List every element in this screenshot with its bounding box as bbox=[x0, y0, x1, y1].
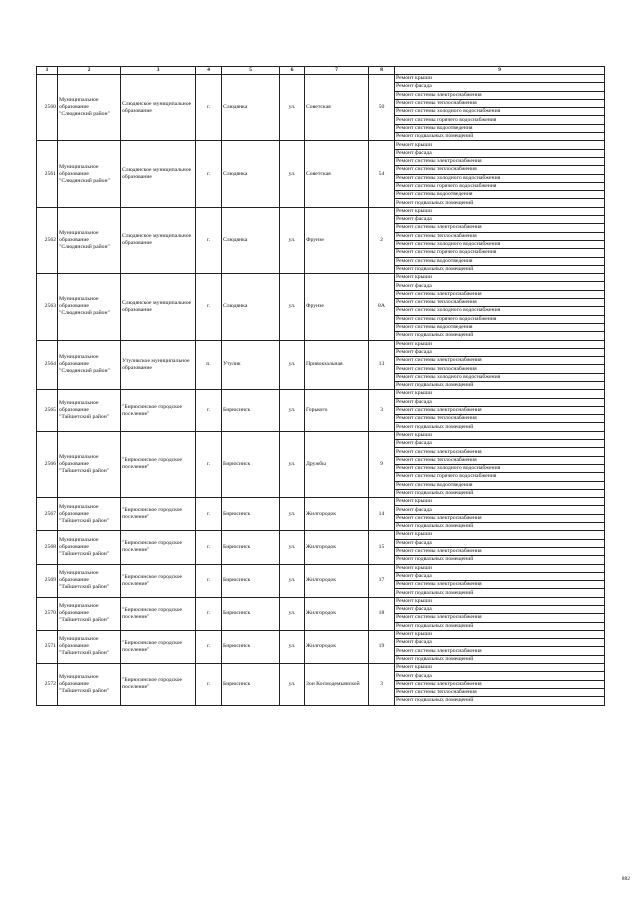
repair-work-item: Ремонт подвальных помещений bbox=[395, 589, 605, 597]
locality-cell: Бирюсинск bbox=[222, 630, 280, 663]
repair-work-item: Ремонт подвальных помещений bbox=[395, 332, 605, 340]
repair-work-item: Ремонт подвальных помещений bbox=[395, 265, 605, 273]
record-number: 2568 bbox=[37, 531, 58, 564]
record-number: 2564 bbox=[37, 340, 58, 390]
repair-work-item: Ремонт крыши bbox=[395, 431, 605, 439]
repair-work-item: Ремонт фасада bbox=[395, 149, 605, 157]
street-cell: Фрунзе bbox=[305, 274, 369, 340]
repair-work-item: Ремонт системы электроснабжения bbox=[395, 448, 605, 456]
municipality-cell: Муниципальное образование "Слюдянский район" bbox=[58, 207, 121, 273]
record-number: 2560 bbox=[37, 75, 58, 141]
table-row bbox=[37, 597, 605, 605]
repair-work-item: Ремонт системы электроснабжения bbox=[395, 547, 605, 555]
repair-work-item: Ремонт системы электроснабжения bbox=[395, 157, 605, 165]
locality-cell: Бирюсинск bbox=[222, 390, 280, 431]
street-cell: Жилгородок bbox=[305, 531, 369, 564]
table-row bbox=[37, 390, 605, 398]
repair-work-item: Ремонт системы горячего водоснабжения bbox=[395, 116, 605, 124]
repair-work-item: Ремонт крыши bbox=[395, 531, 605, 539]
repair-work-item: Ремонт системы теплоснабжения bbox=[395, 166, 605, 174]
settlement-cell: "Бирюсинское городское поселение" bbox=[121, 390, 196, 431]
house-number-cell: 19 bbox=[369, 630, 395, 663]
street-type-cell: ул. bbox=[280, 630, 305, 663]
record-number: 2572 bbox=[37, 664, 58, 705]
locality-cell: Слюдянка bbox=[222, 75, 280, 141]
table-row bbox=[37, 664, 605, 672]
repair-work-item: Ремонт системы электроснабжения bbox=[395, 224, 605, 232]
table-row bbox=[37, 274, 605, 282]
record-number: 2561 bbox=[37, 141, 58, 207]
locality-type-cell: г. bbox=[196, 531, 222, 564]
settlement-cell: Слюдянское муниципальное образование bbox=[121, 274, 196, 340]
table-row bbox=[37, 340, 605, 348]
repair-work-item: Ремонт фасада bbox=[395, 672, 605, 680]
header-row bbox=[37, 67, 605, 75]
table-row bbox=[37, 207, 605, 215]
street-type-cell: ул. bbox=[280, 340, 305, 390]
house-number-cell: 18 bbox=[369, 597, 395, 630]
settlement-cell: Слюдянское муниципальное образование bbox=[121, 75, 196, 141]
locality-cell: Бирюсинск bbox=[222, 564, 280, 597]
record-number: 2565 bbox=[37, 390, 58, 431]
settlement-cell: "Бирюсинское городское поселение" bbox=[121, 630, 196, 663]
repair-work-item: Ремонт системы электроснабжения bbox=[395, 406, 605, 414]
repair-work-item: Ремонт системы электроснабжения bbox=[395, 357, 605, 365]
repair-work-item: Ремонт системы теплоснабжения bbox=[395, 456, 605, 464]
header-col-6: 6 bbox=[280, 67, 305, 75]
repair-work-item: Ремонт системы холодного водоснабжения bbox=[395, 240, 605, 248]
table-row bbox=[37, 564, 605, 572]
repair-work-item: Ремонт системы теплоснабжения bbox=[395, 688, 605, 696]
table-row bbox=[37, 498, 605, 506]
repair-work-item: Ремонт системы холодного водоснабжения bbox=[395, 174, 605, 182]
street-cell: Зои Космодемьянской bbox=[305, 664, 369, 705]
house-number-cell: 15 bbox=[369, 531, 395, 564]
repair-work-item: Ремонт фасада bbox=[395, 572, 605, 580]
street-type-cell: ул. bbox=[280, 431, 305, 497]
municipality-cell: Муниципальное образование "Слюдянский район" bbox=[58, 274, 121, 340]
repair-work-item: Ремонт системы холодного водоснабжения bbox=[395, 307, 605, 315]
repair-work-item: Ремонт крыши bbox=[395, 141, 605, 149]
record-number: 2569 bbox=[37, 564, 58, 597]
house-number-cell: 13 bbox=[369, 340, 395, 390]
repair-work-item: Ремонт системы теплоснабжения bbox=[395, 365, 605, 373]
street-cell: Жилгородок bbox=[305, 498, 369, 531]
repair-work-item: Ремонт системы теплоснабжения bbox=[395, 299, 605, 307]
repair-work-item: Ремонт подвальных помещений bbox=[395, 622, 605, 630]
repair-work-item: Ремонт крыши bbox=[395, 390, 605, 398]
street-cell: Фрунзе bbox=[305, 207, 369, 273]
street-cell: Дружбы bbox=[305, 431, 369, 497]
locality-cell: Слюдянка bbox=[222, 274, 280, 340]
locality-type-cell: г. bbox=[196, 207, 222, 273]
repair-work-item: Ремонт системы теплоснабжения bbox=[395, 232, 605, 240]
house-number-cell: 54 bbox=[369, 141, 395, 207]
house-number-cell: 8А bbox=[369, 274, 395, 340]
repair-work-item: Ремонт системы холодного водоснабжения bbox=[395, 464, 605, 472]
street-cell: Жилгородок bbox=[305, 597, 369, 630]
repair-work-item: Ремонт крыши bbox=[395, 75, 605, 83]
repair-work-item: Ремонт крыши bbox=[395, 630, 605, 638]
repair-work-item: Ремонт системы электроснабжения bbox=[395, 680, 605, 688]
settlement-cell: Утуликское муниципальное образование bbox=[121, 340, 196, 390]
municipality-cell: Муниципальное образование "Тайшетский район" bbox=[58, 531, 121, 564]
locality-cell: Утулик bbox=[222, 340, 280, 390]
repair-work-item: Ремонт системы водоотведения bbox=[395, 481, 605, 489]
municipality-cell: Муниципальное образование "Тайшетский район" bbox=[58, 498, 121, 531]
repair-work-item: Ремонт крыши bbox=[395, 207, 605, 215]
repair-work-item: Ремонт крыши bbox=[395, 498, 605, 506]
record-number: 2570 bbox=[37, 597, 58, 630]
repair-work-item: Ремонт подвальных помещений bbox=[395, 381, 605, 389]
repair-work-item: Ремонт системы горячего водоснабжения bbox=[395, 182, 605, 190]
settlement-cell: "Бирюсинское городское поселение" bbox=[121, 498, 196, 531]
locality-cell: Слюдянка bbox=[222, 141, 280, 207]
table-header bbox=[37, 67, 605, 75]
locality-cell: Бирюсинск bbox=[222, 531, 280, 564]
repair-work-item: Ремонт системы электроснабжения bbox=[395, 290, 605, 298]
house-number-cell: 50 bbox=[369, 75, 395, 141]
repair-work-item: Ремонт системы электроснабжения bbox=[395, 647, 605, 655]
repair-work-item: Ремонт фасада bbox=[395, 348, 605, 356]
house-number-cell: 3 bbox=[369, 664, 395, 705]
locality-type-cell: г. bbox=[196, 564, 222, 597]
locality-type-cell: п. bbox=[196, 340, 222, 390]
table-row bbox=[37, 141, 605, 149]
repair-work-item: Ремонт системы водоотведения bbox=[395, 323, 605, 331]
street-type-cell: ул. bbox=[280, 390, 305, 431]
header-col-8: 8 bbox=[369, 67, 395, 75]
street-type-cell: ул. bbox=[280, 498, 305, 531]
repair-work-item: Ремонт системы электроснабжения bbox=[395, 514, 605, 522]
repair-work-item: Ремонт крыши bbox=[395, 340, 605, 348]
locality-type-cell: г. bbox=[196, 75, 222, 141]
street-cell: Советская bbox=[305, 75, 369, 141]
header-col-1: 1 bbox=[37, 67, 58, 75]
table-row bbox=[37, 75, 605, 83]
locality-type-cell: г. bbox=[196, 390, 222, 431]
repair-work-item: Ремонт системы теплоснабжения bbox=[395, 415, 605, 423]
street-cell: Горького bbox=[305, 390, 369, 431]
locality-type-cell: г. bbox=[196, 630, 222, 663]
record-number: 2566 bbox=[37, 431, 58, 497]
locality-cell: Бирюсинск bbox=[222, 498, 280, 531]
street-type-cell: ул. bbox=[280, 531, 305, 564]
locality-type-cell: г. bbox=[196, 141, 222, 207]
header-col-7: 7 bbox=[305, 67, 369, 75]
municipality-cell: Муниципальное образование "Тайшетский район" bbox=[58, 597, 121, 630]
house-number-cell: 2 bbox=[369, 207, 395, 273]
street-type-cell: ул. bbox=[280, 141, 305, 207]
header-col-5: 5 bbox=[222, 67, 280, 75]
repair-work-item: Ремонт фасада bbox=[395, 506, 605, 514]
repair-work-item: Ремонт системы электроснабжения bbox=[395, 614, 605, 622]
locality-cell: Бирюсинск bbox=[222, 664, 280, 705]
street-type-cell: ул. bbox=[280, 564, 305, 597]
municipality-cell: Муниципальное образование "Тайшетский район" bbox=[58, 630, 121, 663]
table-row bbox=[37, 630, 605, 638]
repair-work-item: Ремонт подвальных помещений bbox=[395, 133, 605, 141]
record-number: 2562 bbox=[37, 207, 58, 273]
locality-type-cell: г. bbox=[196, 597, 222, 630]
repair-work-item: Ремонт крыши bbox=[395, 564, 605, 572]
repair-work-item: Ремонт фасада bbox=[395, 606, 605, 614]
settlement-cell: Слюдянское муниципальное образование bbox=[121, 207, 196, 273]
repair-work-item: Ремонт фасада bbox=[395, 216, 605, 224]
locality-cell: Слюдянка bbox=[222, 207, 280, 273]
repair-work-item: Ремонт подвальных помещений bbox=[395, 199, 605, 207]
municipality-cell: Муниципальное образование "Тайшетский район" bbox=[58, 431, 121, 497]
street-cell: Привокзальная bbox=[305, 340, 369, 390]
repair-work-item: Ремонт системы горячего водоснабжения bbox=[395, 249, 605, 257]
repair-work-item: Ремонт системы горячего водоснабжения bbox=[395, 315, 605, 323]
repair-work-item: Ремонт системы водоотведения bbox=[395, 124, 605, 132]
locality-type-cell: г. bbox=[196, 664, 222, 705]
settlement-cell: "Бирюсинское городское поселение" bbox=[121, 431, 196, 497]
header-col-4: 4 bbox=[196, 67, 222, 75]
municipality-cell: Муниципальное образование "Слюдянский район" bbox=[58, 340, 121, 390]
house-number-cell: 17 bbox=[369, 564, 395, 597]
header-col-2: 2 bbox=[58, 67, 121, 75]
settlement-cell: Слюдянское муниципальное образование bbox=[121, 141, 196, 207]
house-number-cell: 3 bbox=[369, 390, 395, 431]
repair-work-item: Ремонт фасада bbox=[395, 282, 605, 290]
street-type-cell: ул. bbox=[280, 597, 305, 630]
repair-work-item: Ремонт подвальных помещений bbox=[395, 489, 605, 497]
locality-cell: Бирюсинск bbox=[222, 431, 280, 497]
municipality-cell: Муниципальное образование "Тайшетский район" bbox=[58, 390, 121, 431]
street-type-cell: ул. bbox=[280, 664, 305, 705]
repair-work-item: Ремонт системы электроснабжения bbox=[395, 581, 605, 589]
street-cell: Жилгородок bbox=[305, 630, 369, 663]
repair-work-item: Ремонт фасада bbox=[395, 83, 605, 91]
repair-work-item: Ремонт подвальных помещений bbox=[395, 423, 605, 431]
municipality-cell: Муниципальное образование "Слюдянский район" bbox=[58, 75, 121, 141]
repair-work-item: Ремонт фасада bbox=[395, 539, 605, 547]
settlement-cell: "Бирюсинское городское поселение" bbox=[121, 664, 196, 705]
repair-work-item: Ремонт подвальных помещений bbox=[395, 556, 605, 564]
repair-work-item: Ремонт системы горячего водоснабжения bbox=[395, 473, 605, 481]
street-cell: Жилгородок bbox=[305, 564, 369, 597]
header-col-3: 3 bbox=[121, 67, 196, 75]
table-body bbox=[37, 75, 605, 706]
repair-work-item: Ремонт фасада bbox=[395, 440, 605, 448]
house-number-cell: 14 bbox=[369, 498, 395, 531]
repair-work-item: Ремонт фасада bbox=[395, 398, 605, 406]
repair-work-item: Ремонт фасада bbox=[395, 639, 605, 647]
repair-work-item: Ремонт крыши bbox=[395, 664, 605, 672]
table-row bbox=[37, 531, 605, 539]
repair-work-item: Ремонт подвальных помещений bbox=[395, 697, 605, 705]
repair-work-item: Ремонт системы холодного водоснабжения bbox=[395, 108, 605, 116]
repair-work-item: Ремонт подвальных помещений bbox=[395, 523, 605, 531]
repair-schedule-table bbox=[36, 66, 605, 706]
municipality-cell: Муниципальное образование "Тайшетский район" bbox=[58, 564, 121, 597]
repair-work-item: Ремонт системы водоотведения bbox=[395, 191, 605, 199]
table-row bbox=[37, 431, 605, 439]
locality-cell: Бирюсинск bbox=[222, 597, 280, 630]
repair-work-item: Ремонт системы теплоснабжения bbox=[395, 99, 605, 107]
repair-work-item: Ремонт крыши bbox=[395, 597, 605, 605]
street-cell: Советская bbox=[305, 141, 369, 207]
record-number: 2563 bbox=[37, 274, 58, 340]
repair-work-item: Ремонт системы электроснабжения bbox=[395, 91, 605, 99]
locality-type-cell: г. bbox=[196, 274, 222, 340]
street-type-cell: ул. bbox=[280, 274, 305, 340]
settlement-cell: "Бирюсинское городское поселение" bbox=[121, 597, 196, 630]
header-col-9: 9 bbox=[395, 67, 605, 75]
repair-work-item: Ремонт системы водоотведения bbox=[395, 257, 605, 265]
settlement-cell: "Бирюсинское городское поселение" bbox=[121, 531, 196, 564]
record-number: 2571 bbox=[37, 630, 58, 663]
repair-work-item: Ремонт подвальных помещений bbox=[395, 655, 605, 663]
record-number: 2567 bbox=[37, 498, 58, 531]
municipality-cell: Муниципальное образование "Слюдянский район" bbox=[58, 141, 121, 207]
settlement-cell: "Бирюсинское городское поселение" bbox=[121, 564, 196, 597]
locality-type-cell: г. bbox=[196, 498, 222, 531]
repair-work-item: Ремонт системы холодного водоснабжения bbox=[395, 373, 605, 381]
house-number-cell: 9 bbox=[369, 431, 395, 497]
street-type-cell: ул. bbox=[280, 207, 305, 273]
locality-type-cell: г. bbox=[196, 431, 222, 497]
page-number: 882 bbox=[621, 876, 630, 882]
repair-work-item: Ремонт крыши bbox=[395, 274, 605, 282]
street-type-cell: ул. bbox=[280, 75, 305, 141]
municipality-cell: Муниципальное образование "Тайшетский район" bbox=[58, 664, 121, 705]
